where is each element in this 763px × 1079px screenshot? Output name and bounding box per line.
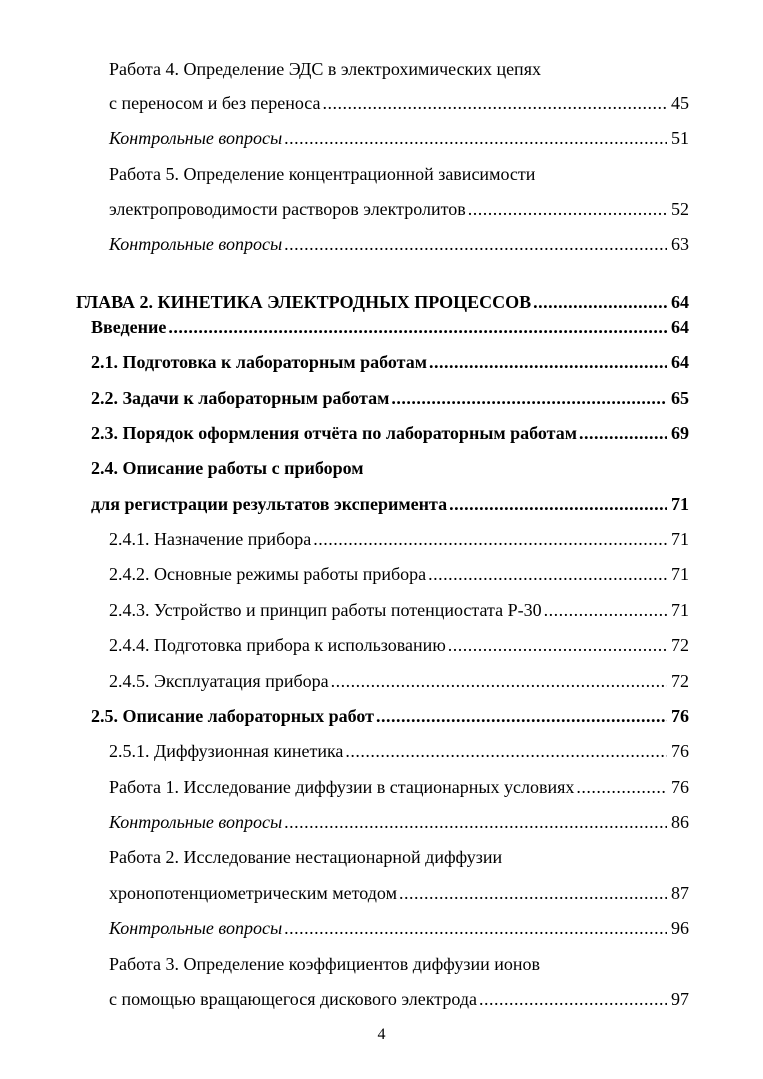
toc-entry-title: 2.3. Порядок оформления отчёта по лабораторным работам	[91, 423, 577, 443]
toc-entry-page: 76	[671, 706, 689, 726]
toc-entry-title: Контрольные вопросы	[109, 234, 283, 254]
toc-entry-title: Работа 1. Исследование диффузии в стационарных условиях	[109, 777, 575, 797]
toc-entry-page: 76	[671, 777, 689, 797]
toc-entry-title: 2.4.3. Устройство и принцип работы потенциостата P-30	[109, 600, 542, 620]
toc-entry	[109, 740, 689, 762]
toc-entry	[109, 163, 689, 185]
toc-entry	[91, 316, 689, 338]
toc-entry-title: 2.4.5. Эксплуатация прибора	[109, 671, 329, 691]
toc-entry-page: 86	[671, 812, 689, 832]
toc-entry-page: 63	[671, 234, 689, 254]
toc-entry-title: Работа 4. Определение ЭДС в электрохимических цепях	[109, 59, 541, 79]
toc-entry	[91, 422, 689, 444]
toc-entry-title: 2.4.1. Назначение прибора	[109, 529, 312, 549]
toc-entry-title: Работа 5. Определение концентрационной зависимости	[109, 164, 536, 184]
toc-entry-title: Введение	[91, 317, 167, 337]
toc-entry-title: Контрольные вопросы	[109, 128, 283, 148]
toc-entry	[91, 493, 689, 515]
toc-entry-title: 2.1. Подготовка к лабораторным работам	[91, 352, 427, 372]
toc-entry-page: 72	[671, 671, 689, 691]
toc-entry-page: 64	[671, 317, 689, 337]
toc-entry	[109, 882, 689, 904]
toc-entry	[109, 776, 689, 798]
toc-entry-page: 96	[671, 918, 689, 938]
toc-entry-title: 2.4.2. Основные режимы работы прибора	[109, 564, 427, 584]
toc-entry-title: 2.4. Описание работы с прибором	[91, 458, 364, 478]
toc-entry	[109, 846, 689, 868]
toc-entry-page: 76	[671, 741, 689, 761]
toc-entry-page: 45	[671, 93, 689, 113]
toc-entry	[109, 563, 689, 585]
toc-entry-title: с переносом и без переноса	[109, 93, 321, 113]
toc-entry	[91, 705, 689, 727]
toc-chapter-heading	[76, 291, 689, 313]
toc-entry-page: 87	[671, 883, 689, 903]
toc-entry-page: 72	[671, 635, 689, 655]
toc-entry-title: Работа 3. Определение коэффициентов диффузии ионов	[109, 954, 540, 974]
toc-entry-page: 52	[671, 199, 689, 219]
toc-entry-title: ГЛАВА 2. КИНЕТИКА ЭЛЕКТРОДНЫХ ПРОЦЕССОВ	[76, 292, 532, 312]
toc-entry	[109, 528, 689, 550]
toc-entry-page: 51	[671, 128, 689, 148]
toc-entry-title: 2.2. Задачи к лабораторным работам	[91, 388, 390, 408]
toc-entry	[109, 917, 689, 939]
toc-entry	[109, 58, 689, 80]
toc-entry	[109, 233, 689, 255]
toc-entry-title: 2.4.4. Подготовка прибора к использованию	[109, 635, 446, 655]
toc-entry-page: 71	[671, 529, 689, 549]
toc-entry-page: 64	[671, 352, 689, 372]
toc-entry-title: с помощью вращающегося дискового электрода	[109, 989, 477, 1009]
toc-entry-title: Работа 2. Исследование нестационарной диффузии	[109, 847, 503, 867]
toc-entry	[109, 127, 689, 149]
toc-entry-title: Контрольные вопросы	[109, 918, 283, 938]
toc-entry	[109, 198, 689, 220]
toc-entry	[109, 811, 689, 833]
toc-entry	[109, 953, 689, 975]
toc-entry	[91, 351, 689, 373]
toc-entry	[109, 670, 689, 692]
toc-entry-page: 71	[671, 564, 689, 584]
page-number: 4	[377, 1026, 386, 1043]
toc-entry	[91, 387, 689, 409]
toc-entry-title: электропроводимости растворов электролитов	[109, 199, 466, 219]
toc-entry	[91, 457, 689, 479]
toc-entry-page: 69	[671, 423, 689, 443]
toc-entry	[109, 634, 689, 656]
toc-entry-title: 2.5. Описание лабораторных работ	[91, 706, 375, 726]
toc-entry-page: 71	[671, 494, 689, 514]
toc-entry-title: Контрольные вопросы	[109, 812, 283, 832]
toc-entry-page: 97	[671, 989, 689, 1009]
toc-entry-title: для регистрации результатов эксперимента	[91, 494, 448, 514]
toc-entry-page: 64	[671, 292, 689, 312]
toc-entry	[109, 599, 689, 621]
toc-entry-page: 65	[671, 388, 689, 408]
toc-entry-title: хронопотенциометрическим методом	[109, 883, 397, 903]
toc-entry	[109, 92, 689, 114]
toc-entry-page: 71	[671, 600, 689, 620]
toc-entry-title: 2.5.1. Диффузионная кинетика	[109, 741, 344, 761]
toc-entry	[109, 988, 689, 1010]
